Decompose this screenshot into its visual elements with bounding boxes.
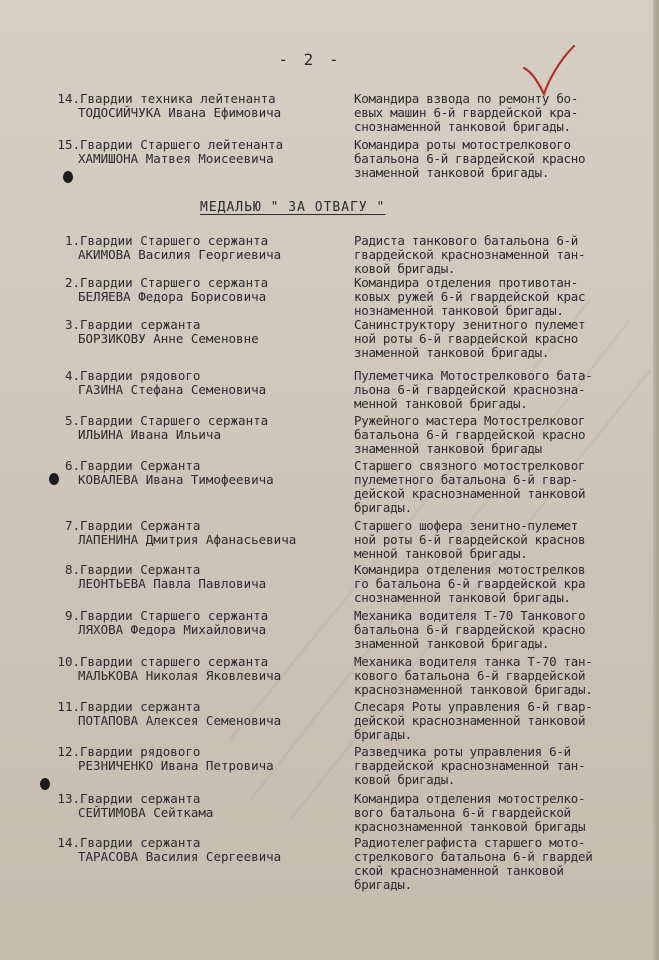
entry-number: 8. [64, 562, 80, 577]
entry-rank: Гвардии Старшего сержанта [80, 275, 269, 290]
entry-rank: Гвардии рядового [80, 368, 201, 383]
entry-position: Разведчика роты управления 6-й гвардейской краснознаменной тан- ковой бригады. [354, 744, 586, 787]
entry-position: Старшего шофера зенитно-пулемет ной роты 6-й гвардейской краснов менной танковой бригады. [354, 518, 586, 561]
entry-number: 4. [64, 368, 80, 383]
entry-position: Командира отделения мотострелков го батальона 6-й гвардейской кра снознаменной танковой бригады. [354, 562, 586, 605]
entry-name: ХАМИШОНА Матвея Моисеевича [78, 151, 274, 166]
entry-number: 15. [57, 137, 80, 152]
entry-name: ЛАПЕНИНА Дмитрия Афанасьевича [78, 532, 297, 547]
entry-rank: Гвардии Сержанта [80, 458, 201, 473]
entry-name: ИЛЬИНА Ивана Ильича [78, 427, 221, 442]
punch-hole [63, 171, 73, 183]
entry-rank: Гвардии старшего сержанта [80, 654, 269, 669]
entry-number: 14. [57, 835, 80, 850]
entry-name: БОРЗИКОВУ Анне Семеновне [78, 331, 259, 346]
entry-position: Командира отделения противотан- ковых ружей 6-й гвардейской крас нознаменной танковой бригады. [354, 275, 586, 318]
entry-rank: Гвардии сержанта [80, 835, 201, 850]
entry-name: АКИМОВА Василия Георгиевича [78, 247, 282, 262]
entry-position: Ружейного мастера Мотострелковог батальона 6-й гвардейской красно знаменной танковой бригады [354, 413, 586, 456]
entry-rank: Гвардии Старшего сержанта [80, 233, 269, 248]
entry-number: 3. [64, 317, 80, 332]
entry-number: 2. [64, 275, 80, 290]
entry-rank: Гвардии Старшего сержанта [80, 608, 269, 623]
entry-name: СЕЙТИМОВА Сейткама [78, 805, 214, 820]
entry-name: КОВАЛЕВА Ивана Тимофеевича [78, 472, 274, 487]
entry-rank: Гвардии сержанта [80, 791, 201, 806]
entry-name: ГАЗИНА Стефана Семеновича [78, 382, 267, 397]
entry-position: Пулеметчика Мотострелкового бата- льона 6-й гвардейской краснозна- менной танковой бригады. [354, 368, 593, 411]
entry-position: Командира роты мотострелкового батальона 6-й гвардейской красно знаменной танковой бригады. [354, 137, 586, 180]
entry-position: Радиотелеграфиста старшего мото- стрелкового батальона 6-й гвардей ской краснознаменной танковой бригады. [354, 835, 593, 892]
entry-name: БЕЛЯЕВА Федора Борисовича [78, 289, 267, 304]
entry-position: Старшего связного мотострелковог пулеметного батальона 6-й гвар- дейской краснознаменной танковой бригады. [354, 458, 586, 515]
entry-position: Слесаря Роты управления 6-й гвар- дейской краснознаменной танковой бригады. [354, 699, 593, 742]
entry-name: РЕЗНИЧЕНКО Ивана Петровича [78, 758, 274, 773]
entry-number: 11. [57, 699, 80, 714]
entry-rank: Гвардии сержанта [80, 317, 201, 332]
entry-number: 7. [64, 518, 80, 533]
entry-number: 1. [64, 233, 80, 248]
entry-name: ПОТАПОВА Алексея Семеновича [78, 713, 282, 728]
section-heading: МЕДАЛЬЮ " ЗА ОТВАГУ " [200, 200, 386, 215]
entry-name: ЛЯХОВА Федора Михайловича [78, 622, 267, 637]
entry-rank: Гвардии Сержанта [80, 518, 201, 533]
punch-hole [40, 778, 50, 790]
entry-position: Механика водителя Т-70 Танкового батальона 6-й гвардейской красно знаменной танковой бригады. [354, 608, 586, 651]
entry-number: 5. [64, 413, 80, 428]
entry-position: Радиста танкового батальона 6-й гвардейской краснознаменной тан- ковой бригады. [354, 233, 586, 276]
entry-rank: Гвардии Старшего лейтенанта [80, 137, 284, 152]
entry-rank: Гвардии рядового [80, 744, 201, 759]
entry-name: ЛЕОНТЬЕВА Павла Павловича [78, 576, 267, 591]
entry-name: ТОДОСИЙЧУКА Ивана Ефимовича [78, 105, 282, 120]
entry-rank: Гвардии Сержанта [80, 562, 201, 577]
entry-name: ТАРАСОВА Василия Сергеевича [78, 849, 282, 864]
entry-position: Санинструктору зенитного пулемет ной роты 6-й гвардейской красно знаменной танковой бригады. [354, 317, 586, 360]
entry-rank: Гвардии техника лейтенанта [80, 91, 276, 106]
entry-rank: Гвардии Старшего сержанта [80, 413, 269, 428]
entry-number: 14. [57, 91, 80, 106]
entry-number: 13. [57, 791, 80, 806]
entry-position: Командира взвода по ремонту бо- евых машин 6-й гвардейской кра- снознаменной танковой бригады. [354, 91, 578, 134]
entry-position: Механика водителя танка Т-70 тан- кового батальона 6-й гвардейской краснознаменной танковой бригады. [354, 654, 593, 697]
entry-position: Командира отделения мотострелко- вого батальона 6-й гвардейской краснознаменной танковой бригады [354, 791, 586, 834]
entry-number: 10. [57, 654, 80, 669]
entry-rank: Гвардии сержанта [80, 699, 201, 714]
entry-number: 6. [64, 458, 80, 473]
page-number: - 2 - [278, 50, 342, 69]
entry-number: 12. [57, 744, 80, 759]
entry-number: 9. [64, 608, 80, 623]
entry-name: МАЛЬКОВА Николая Яковлевича [78, 668, 282, 683]
